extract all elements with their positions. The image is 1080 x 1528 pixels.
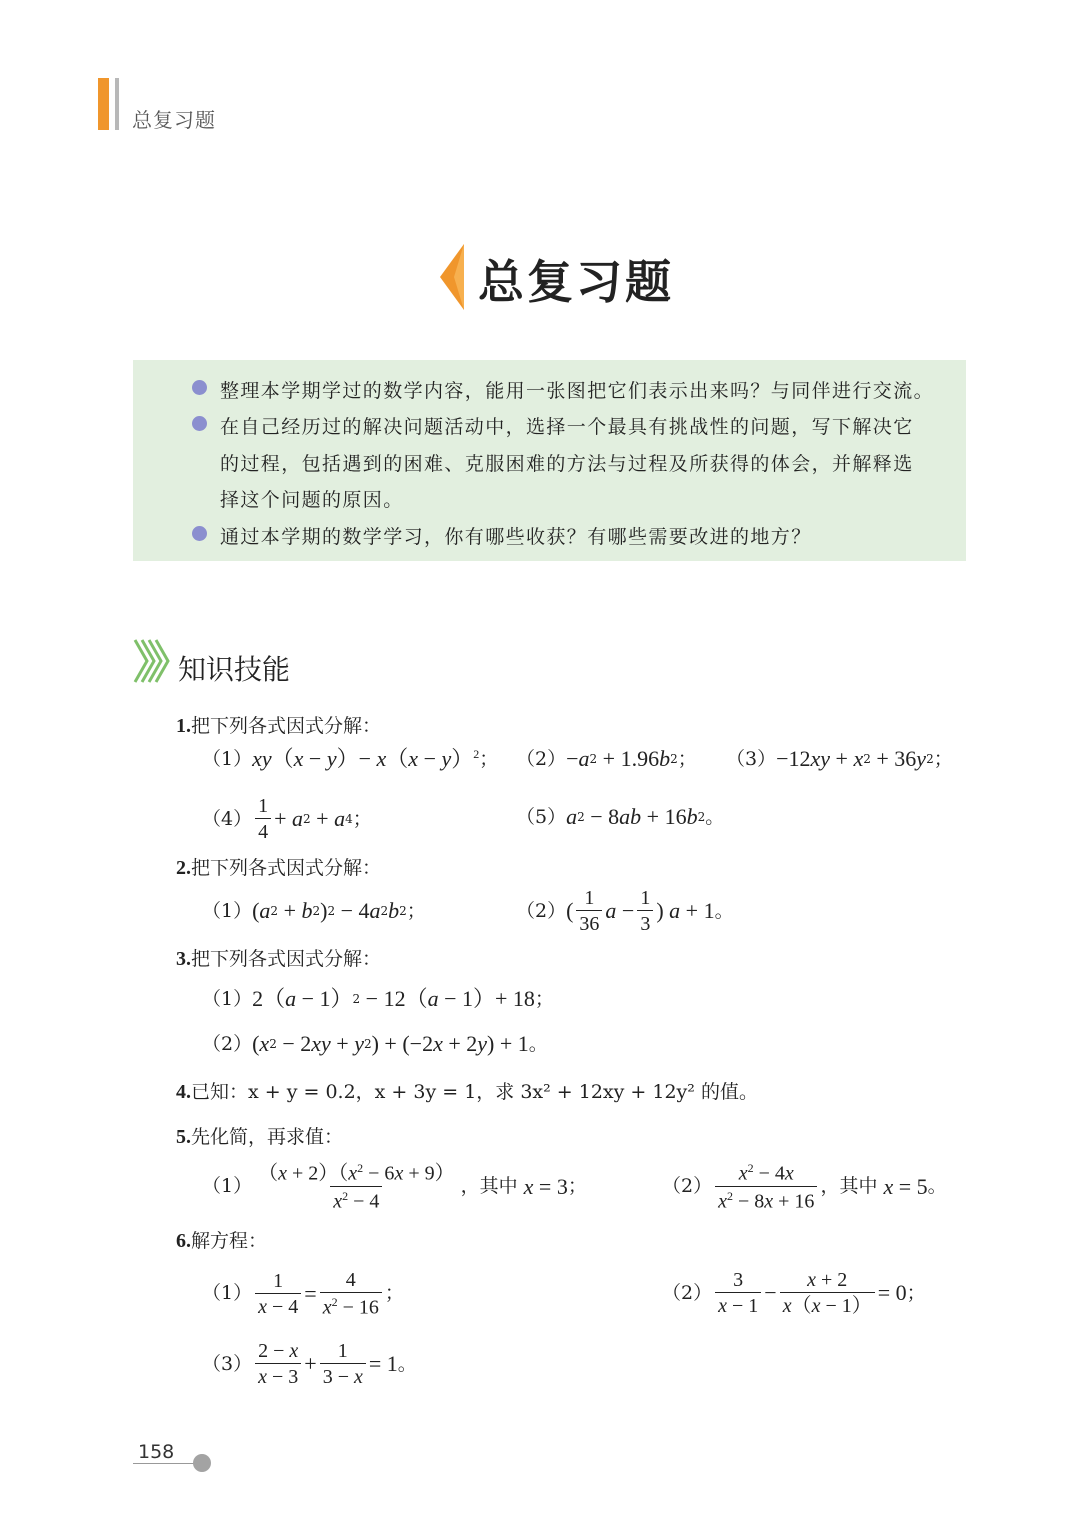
header-accent-line xyxy=(115,78,119,130)
question-number: 5. xyxy=(176,1126,191,1148)
question-4 xyxy=(176,1077,758,1104)
formula-q6-1: （1） $\frac{1}{x - 4}$ = $\frac{4}{x^2 - 16}$ ； xyxy=(202,1269,404,1319)
question-text: 解方程： xyxy=(191,1230,268,1252)
intro-bullet xyxy=(192,416,207,431)
question-text: 把下列各式因式分解： xyxy=(191,857,382,879)
page-title: 总复习题 xyxy=(478,255,674,309)
formula-q1-1: （1） xy （ x − y ）− x （ x − y ）$^2$ ； xyxy=(202,746,499,772)
intro-bullet xyxy=(192,380,207,395)
header-title: 总复习题 xyxy=(132,108,216,132)
formula-q5-2: （2） $\frac{x^2 - 4x}{x^2 - 8x + 16}$ ，其中 x = 5 。 xyxy=(662,1161,947,1213)
question-2 xyxy=(176,853,381,880)
label: （1） xyxy=(202,747,253,770)
question-number: 2. xyxy=(176,857,191,879)
intro-bullet xyxy=(192,526,207,541)
formula-q2-2: （2） ( $\frac{1}{36}$ a − $\frac{1}{3}$ ) a + 1 。 xyxy=(516,887,734,935)
section-chevrons-icon xyxy=(133,638,173,688)
footer-line xyxy=(133,1463,197,1464)
formula-q3-2: （2） ( x 2 − 2 xy + y 2 ) + (−2 x + 2 y ) + 1 。 xyxy=(202,1031,548,1056)
question-number: 3. xyxy=(176,948,191,970)
question-1 xyxy=(176,711,381,738)
formula-q1-3: （3） −12 xy + x 2 + 36 y 2 ； xyxy=(726,746,953,771)
formula-q6-3: （3） $\frac{2 - x}{x - 3}$ + $\frac{1}{3 - x}$ = 1 。 xyxy=(202,1340,417,1388)
question-5 xyxy=(176,1122,343,1149)
formula-q1-2: （2） − a 2 + 1.96 b 2 ； xyxy=(516,746,697,771)
question-text: 把下列各式因式分解： xyxy=(191,948,382,970)
formula-q5-1: （1） $\frac{(x + 2)(x^2 - 6x + 9)}{x^2 - 4}$ ，其中 x = 3 ； xyxy=(202,1161,587,1213)
formula-q1-4: （4） $\frac{1}{4}$ + a 2 + a 4 ； xyxy=(202,795,372,843)
formula-q3-1: （1） 2（ a − 1） 2 − 12（ a − 1）+ 18 ； xyxy=(202,986,554,1011)
question-3 xyxy=(176,944,381,971)
question-6 xyxy=(176,1226,267,1253)
question-number: 6. xyxy=(176,1230,191,1252)
intro-item-3: 通过本学期的数学学习，你有哪些收获？有哪些需要改进的地方？ xyxy=(220,526,812,548)
title-arrow-icon xyxy=(440,244,466,314)
formula-q1-5: （5） a 2 − 8 ab + 16 b 2 。 xyxy=(516,804,725,829)
question-number: 1. xyxy=(176,715,191,737)
question-text: 先化简，再求值： xyxy=(191,1126,344,1148)
page-number: 158 xyxy=(138,1441,175,1463)
header-accent-bar xyxy=(98,78,109,130)
formula-q6-2: （2） $\frac{3}{x - 1}$ − $\frac{x + 2}{x(x - 1)}$ = 0 ； xyxy=(662,1269,926,1317)
question-number: 4. xyxy=(176,1081,191,1103)
question-text: 已知：x + y = 0.2，x + 3y = 1，求 3x² + 12xy + 12y² 的值。 xyxy=(191,1081,758,1103)
footer-dot-icon xyxy=(193,1454,211,1472)
section-title: 知识技能 xyxy=(178,653,291,686)
intro-item-2-line-2: 的过程，包括遇到的困难、克服困难的方法与过程及所获得的体会，并解释选 xyxy=(220,453,914,475)
intro-item-2-line-1: 在自己经历过的解决问题活动中，选择一个最具有挑战性的问题，写下解决它 xyxy=(220,416,914,438)
intro-item-2-line-3: 择这个问题的原因。 xyxy=(220,489,404,511)
formula-q2-1: （1） ( a 2 + b 2 ) 2 − 4 a 2 b 2 ； xyxy=(202,898,426,923)
intro-item-1: 整理本学期学过的数学内容，能用一张图把它们表示出来吗？与同伴进行交流。 xyxy=(220,380,935,402)
question-text: 把下列各式因式分解： xyxy=(191,715,382,737)
